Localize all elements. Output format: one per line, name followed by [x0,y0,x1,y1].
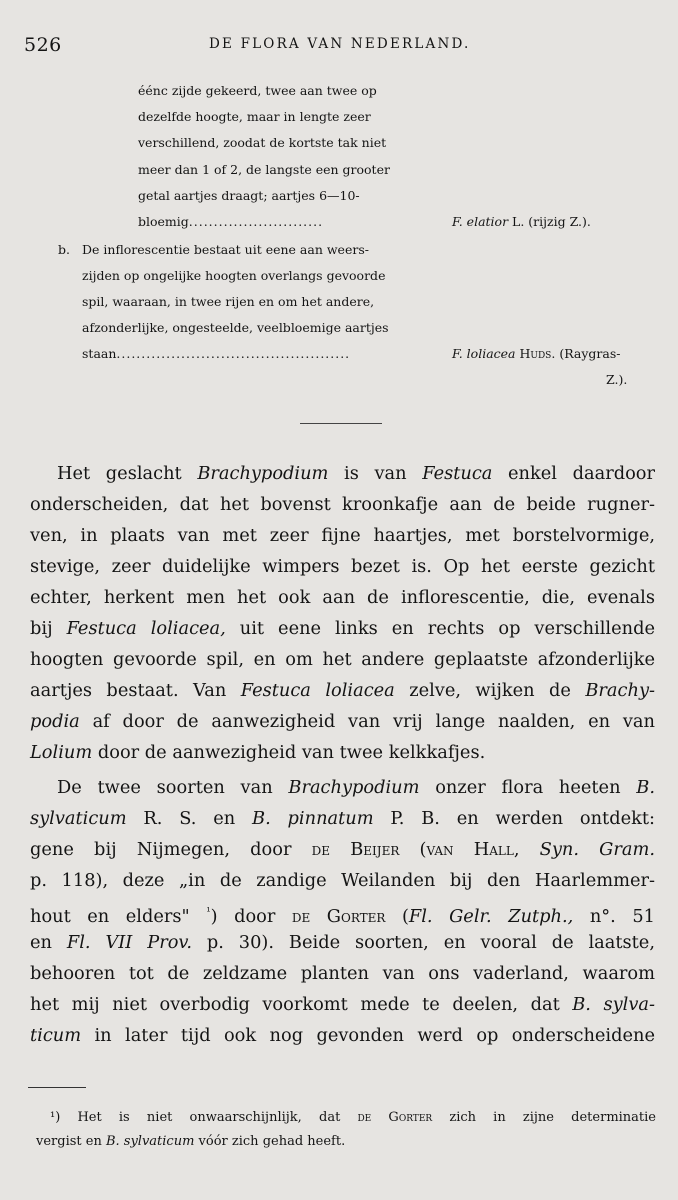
genus-abbrev: B. [636,777,655,798]
text-run: bij [30,618,67,639]
taxon-f-elatior [452,211,591,233]
genus-name: Lolium [30,742,93,763]
taxon-vernacular-end: Z.). [606,372,628,387]
key-entry-b-line: afzonderlijke, ongesteelde, veelbloemige aartjes [82,320,389,335]
text-run: n°. 51 [573,905,655,927]
text-run: af door de aanwezigheid van vrij lange naalden, en van [79,711,655,732]
text-run: vóór zich gehad heeft. [194,1134,346,1149]
text-line: onderscheiden, dat het bovenst kroonkafje aan de beide rugner- [30,494,655,515]
text-run: ) door [210,905,292,927]
text-line: ven, in plaats van met zeer fijne haartjes, met borstelvormige, [30,525,655,546]
key-entry-b-marker: b. [58,242,70,257]
text-run: en [30,932,67,953]
text-line [30,675,655,706]
text-run: zich in zijne determinatie [432,1110,657,1125]
page-header [24,34,654,58]
species-name: sylvaticum [30,808,127,829]
person-name: van Hall [426,839,514,860]
text-line [30,989,655,1020]
species-name: B. sylva- [572,994,655,1015]
text-run: R. S. en [126,808,253,829]
text-line [30,834,655,865]
text-run: uit eene links en rechts op verschillende [225,618,655,639]
key-entry-a-last-line [138,211,419,233]
text-run: P. B. en werden ontdekt: [373,808,656,829]
person-name: de Beijer [311,839,400,860]
taxon-name: F. elatior [452,214,509,229]
text-run: hout en elders" [30,905,207,927]
species-name: ticum [30,1025,82,1046]
text-line: echter, herkent men het ook aan de inflorescentie, die, evenals [30,587,655,608]
work-title: Fl. VII Prov. [66,932,192,953]
work-title: Syn. Gram. [539,839,655,860]
work-title: Fl. Gelr. Zutph., [408,905,574,927]
genus-name: Brachy- [585,680,655,701]
text-line [30,927,655,958]
text-run: , [513,839,540,860]
key-entry-a-line: getal aartjes draagt; aartjes 6—10- [138,188,360,203]
footnote-divider [28,1087,86,1088]
key-entry-b-line: De inflorescentie bestaat uit eene aan weers- [82,242,369,257]
footnote-marker: ¹) [50,1110,61,1125]
dot-leader: ............................................... [116,346,351,361]
text-run: Het geslacht [57,463,198,484]
genus-name: podia [30,711,80,732]
species-name: B. sylvaticum [105,1134,195,1149]
text-line [30,803,655,834]
key-entry-b-line: spil, waaraan, in twee rijen en om het andere, [82,294,375,309]
text-run: is van [328,463,423,484]
section-divider [300,423,382,424]
key-entry-b-last-line [82,343,432,365]
genus-name: Brachypodium [288,777,420,798]
text-run: enkel daardoor [492,463,655,484]
taxon-author: Huds. [519,346,556,361]
text-line: stevige, zeer duidelijke wimpers bezet is. Op het eerste gezicht [30,556,655,577]
key-entry-a-line: verschillend, zoodat de kortste tak niet [138,135,387,150]
species-name: B. pinnatum [252,808,374,829]
text-line [30,896,655,927]
genus-name: Brachypodium [197,463,329,484]
text-run: ( [399,839,427,860]
person-name: de Gorter [291,905,386,927]
text-run: in later tijd ook nog gevonden werd op onderscheidene [81,1025,655,1046]
text-run: zelve, wijken de [394,680,586,701]
footnote-ref[interactable]: ¹ [206,905,211,918]
text-run: Het is niet onwaarschijnlijk, dat [60,1110,358,1125]
text-line [57,458,655,489]
key-entry-a-line: bloemig [138,214,189,229]
text-line [30,706,655,737]
text-run: door de aanwezigheid van twee kelkkafjes. [92,742,486,763]
key-entry-a-line: meer dan 1 of 2, de langste een grooter [138,162,390,177]
text-run: vergist en [36,1134,106,1149]
taxon-author: L. (rijzig Z.). [512,214,591,229]
text-run: aartjes bestaat. Van [30,680,241,701]
key-entry-a-line: éénc zijde gekeerd, twee aan twee op [138,83,377,98]
text-run: ( [385,905,409,927]
text-run: De twee soorten van [57,777,289,798]
dot-leader: ........................... [188,214,324,229]
footnote-line [50,1107,656,1129]
key-entry-a-line: dezelfde hoogte, maar in lengte zeer [138,109,371,124]
key-entry-b-line: staan [82,346,117,361]
page-number: 526 [24,34,62,56]
text-run: gene bij Nijmegen, door [30,839,312,860]
text-line [30,1020,655,1051]
text-line [30,613,655,644]
text-run: onzer flora heeten [419,777,637,798]
key-entry-b-line: zijden op ongelijke hoogten overlangs gevoorde [82,268,386,283]
footnote-line [36,1131,345,1153]
text-run: p. 30). Beide soorten, en vooral de laatste, [191,932,655,953]
taxon-vernacular: (Raygras- [559,346,621,361]
person-name: de Gorter [357,1110,433,1125]
text-line: p. 118), deze „in de zandige Weilanden bij den Haarlemmer- [30,870,655,891]
text-run: het mij niet overbodig voorkomt mede te deelen, dat [30,994,573,1015]
text-line: hoogten gevoorde spil, en om het andere geplaatste afzonderlijke [30,649,655,670]
text-line [30,737,655,768]
species-name: Festuca loliacea, [66,618,226,639]
text-line [57,772,655,803]
running-title: DE FLORA VAN NEDERLAND. [209,36,471,52]
identification-key [0,80,678,400]
taxon-name: F. loliacea [452,346,516,361]
text-line: behooren tot de zeldzame planten van ons vaderland, waarom [30,963,655,984]
species-name: Festuca loliacea [240,680,395,701]
genus-name: Festuca [422,463,493,484]
taxon-f-loliacea [452,343,620,365]
